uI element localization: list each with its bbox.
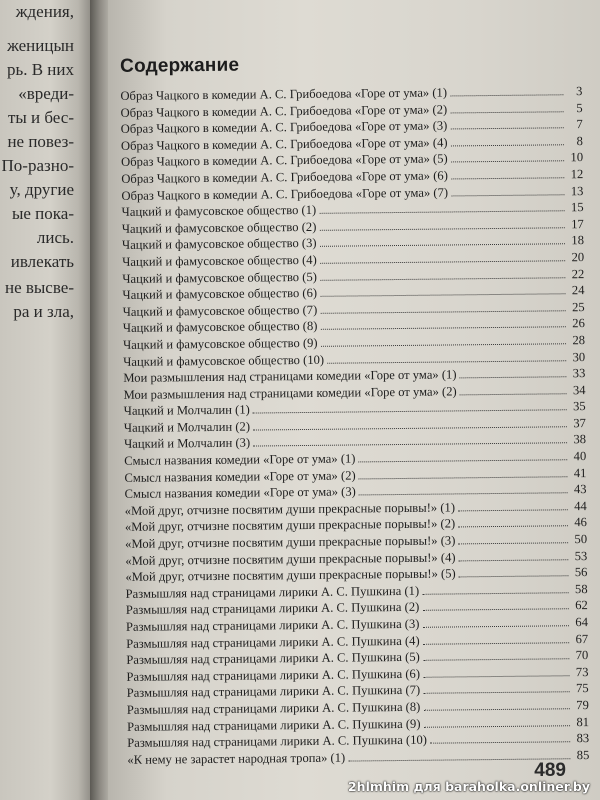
toc-leader-dots (423, 642, 570, 645)
toc-leader-dots (253, 426, 567, 430)
toc-entry-page: 58 (574, 581, 588, 596)
toc-entry-title: Чацкий и фамусовское общество (7) (122, 302, 318, 319)
toc-leader-dots (422, 592, 569, 595)
toc-heading: Содержание (119, 54, 240, 77)
left-page-line: «вреди- (18, 84, 74, 103)
toc-entry-title: Размышляя над страницами лирики А. С. Пушкина (6) (126, 666, 421, 684)
toc-entry-page: 26 (572, 316, 585, 331)
toc-entry-title: Образ Чацкого в комедии А. С. Грибоедова «Горе от ума» (1) (120, 85, 448, 103)
toc-entry-title: Чацкий и фамусовское общество (8) (122, 319, 318, 336)
toc-entry-title: Чацкий и фамусовское общество (5) (122, 269, 317, 286)
toc-entry-title: Чацкий и фамусовское общество (1) (121, 203, 317, 220)
toc-entry-page: 22 (571, 266, 585, 281)
toc-leader-dots (451, 177, 564, 179)
toc-entry-page: 70 (575, 648, 589, 663)
toc-leader-dots (451, 161, 564, 163)
toc-leader-dots (320, 244, 565, 248)
toc-entry-page: 10 (570, 150, 584, 165)
toc-entry-page: 25 (571, 299, 585, 314)
toc-entry-title: Размышляя над страницами лирики А. С. Пушкина (2) (125, 600, 420, 618)
toc-entry-title: Чацкий и фамусовское общество (10) (123, 352, 325, 369)
toc-leader-dots (423, 708, 570, 711)
left-page-line: у, другие (9, 180, 74, 199)
toc-entry-page: 67 (575, 631, 589, 646)
toc-entry-page: 20 (571, 250, 585, 265)
toc-leader-dots (423, 692, 570, 695)
left-page-line: ые пока- (11, 204, 74, 223)
toc-entry-page: 12 (570, 167, 584, 182)
toc-entry-page: 33 (572, 366, 586, 381)
toc-entry-page: 85 (576, 747, 590, 762)
toc-entry-page: 81 (576, 714, 590, 729)
toc-entry-title: Размышляя над страницами лирики А. С. Пушкина (5) (126, 649, 420, 668)
toc-entry-title: Чацкий и фамусовское общество (6) (122, 285, 318, 303)
toc-entry-page: 79 (576, 698, 589, 713)
toc-entry-title: Размышляя над страницами лирики А. С. Пушкина (10) (127, 732, 428, 751)
toc-leader-dots (459, 559, 569, 561)
toc-entry-page: 37 (573, 415, 586, 431)
toc-entry-page: 28 (572, 332, 586, 348)
toc-leader-dots (320, 277, 565, 281)
toc-entry-page: 35 (573, 399, 586, 414)
toc-leader-dots (451, 194, 564, 196)
toc-entry-page: 73 (575, 664, 589, 679)
toc-entry-title: Размышляя над страницами лирики А. С. Пушкина (4) (126, 633, 420, 651)
toc-leader-dots (458, 526, 568, 528)
toc-entry-page: 62 (575, 598, 588, 613)
left-page-line: не высве- (4, 278, 74, 297)
toc-entry-title: «Мой друг, отчизне посвятим души прекрасные порывы!» (2) (124, 516, 456, 535)
toc-leader-dots (321, 343, 566, 347)
toc-entry-page: 17 (571, 216, 584, 231)
toc-entry-title: Чацкий и фамусовское общество (4) (122, 252, 317, 269)
toc-leader-dots (423, 675, 570, 678)
toc-entry-title: Чацкий и фамусовское общество (2) (121, 219, 317, 236)
toc-entry-page: 5 (576, 100, 583, 115)
toc-leader-dots (450, 127, 563, 129)
toc-leader-dots (422, 625, 569, 628)
toc-entry-title: Образ Чацкого в комедии А. С. Грибоедова «Горе от ума» (6) (121, 168, 448, 186)
toc-leader-dots (319, 227, 564, 231)
toc-leader-dots (458, 542, 568, 544)
toc-entry-page: 64 (575, 615, 589, 630)
toc-entry-page: 30 (572, 349, 586, 364)
toc-entry-page: 53 (574, 548, 588, 563)
toc-entry-title: Мои размышления над страницами комедии «Горе от ума» (2) (123, 384, 457, 402)
toc-entry-title: Смысл названия комедии «Горе от ума» (3) (124, 484, 356, 502)
left-page-line: лись. (36, 228, 74, 247)
toc-entry-title: Мои размышления над страницами комедии «Горе от ума» (1) (123, 367, 457, 385)
toc-leader-dots (320, 310, 565, 314)
toc-leader-dots (458, 509, 568, 511)
left-page-line: По-разно- (1, 156, 74, 175)
toc-entry-title: Чацкий и фамусовское общество (9) (122, 335, 318, 352)
toc-entry-page: 43 (573, 482, 587, 497)
toc-entry-page: 34 (572, 382, 586, 397)
toc-leader-dots (422, 609, 569, 612)
toc-entry-title: Чацкий и Молчалин (2) (123, 419, 251, 435)
toc-entry-title: Размышляя над страницами лирики А. С. Пушкина (1) (125, 583, 420, 601)
toc-entry-title: Образ Чацкого в комедии А. С. Грибоедова «Горе от ума» (4) (120, 135, 448, 153)
toc-entry-title: Размышляя над страницами лирики А. С. Пушкина (3) (125, 616, 420, 634)
watermark-text: 2hlmhim для baraholka.onliner.by (347, 779, 590, 794)
toc-entry-title: Образ Чацкого в комедии А. С. Грибоедова «Горе от ума» (5) (121, 151, 448, 170)
toc-leader-dots (423, 658, 570, 661)
toc-leader-dots (424, 725, 571, 728)
toc-leader-dots (320, 293, 565, 297)
left-page-line: женицын (7, 36, 74, 55)
toc-leader-dots (430, 741, 570, 743)
toc-entry-title: Образ Чацкого в комедии А. С. Грибоедова «Горе от ума» (7) (121, 185, 449, 203)
toc-entry-title: Чацкий и Молчалин (1) (123, 402, 250, 419)
toc-entry-title: «К нему не зарастет народная тропа» (1) (127, 750, 346, 767)
toc-entry-page: 13 (570, 183, 584, 198)
toc-entry-page: 7 (576, 117, 583, 132)
left-page-line: рь. В них (6, 60, 74, 79)
toc-entry-title: Образ Чацкого в комедии А. С. Грибоедова «Горе от ума» (2) (120, 102, 448, 120)
toc-entry-title: «Мой друг, отчизне посвятим души прекрасные порывы!» (5) (125, 566, 456, 585)
toc-entry-page: 40 (573, 449, 587, 464)
left-page-line: ивлекать (10, 252, 74, 271)
toc-entry-page: 8 (576, 133, 583, 148)
toc-entry-title: Чацкий и фамусовское общество (3) (121, 236, 317, 253)
toc-entry-page: 38 (573, 432, 587, 447)
toc-leader-dots (358, 459, 567, 462)
toc-leader-dots (460, 393, 567, 395)
left-page-line: не повез- (7, 132, 74, 151)
toc-entry-page: 24 (571, 283, 585, 298)
toc-list (112, 83, 589, 768)
left-page-line: ты и бес- (7, 108, 74, 127)
toc-entry-title: Образ Чацкого в комедии А. С. Грибоедова «Горе от ума» (3) (120, 118, 448, 137)
toc-entry (127, 747, 589, 768)
toc-entry-title: «Мой друг, отчизне посвятим души прекрасные порывы!» (3) (125, 533, 456, 551)
toc-entry-page: 83 (576, 731, 590, 746)
toc-entry-page: 75 (575, 681, 589, 696)
toc-leader-dots (253, 443, 567, 447)
right-page (108, 0, 600, 800)
toc-entry-page: 3 (576, 84, 583, 99)
toc-entry-page: 41 (573, 465, 587, 480)
page-number: 489 (534, 760, 566, 781)
toc-entry-title: «Мой друг, отчизне посвятим души прекрасные порывы!» (1) (124, 500, 456, 518)
toc-entry-title: Размышляя над страницами лирики А. С. Пушкина (7) (126, 683, 421, 701)
toc-entry-page: 56 (574, 565, 588, 580)
toc-leader-dots (327, 360, 566, 364)
toc-entry-title: Размышляя над страницами лирики А. С. Пушкина (9) (126, 716, 421, 734)
toc-entry-title: Смысл названия комедии «Горе от ума» (2) (124, 468, 356, 485)
toc-leader-dots (460, 376, 567, 378)
toc-entry-page: 15 (570, 200, 584, 215)
toc-leader-dots (253, 410, 567, 414)
left-page-line: ждения, (15, 2, 74, 21)
toc-entry-title: Размышляя над страницами лирики А. С. Пушкина (8) (126, 699, 421, 717)
toc-entry-page: 18 (571, 233, 585, 248)
toc-leader-dots (320, 260, 565, 264)
toc-leader-dots (320, 327, 565, 331)
toc-entry-page: 50 (574, 532, 588, 547)
toc-leader-dots (451, 144, 564, 146)
toc-entry-title: Смысл названия комедии «Горе от ума» (1) (124, 451, 356, 468)
toc-leader-dots (359, 493, 568, 496)
toc-leader-dots (459, 575, 569, 577)
table-of-contents (112, 51, 589, 768)
left-page-line: ра и зла, (13, 302, 74, 321)
toc-entry-title: Чацкий и Молчалин (3) (123, 436, 251, 452)
toc-leader-dots (450, 94, 563, 96)
toc-leader-dots (359, 476, 568, 479)
toc-leader-dots (319, 210, 564, 214)
toc-leader-dots (450, 111, 563, 113)
toc-entry-page: 46 (574, 515, 587, 530)
left-page (0, 0, 92, 800)
toc-entry-page: 44 (574, 498, 587, 514)
toc-entry-title: «Мой друг, отчизне посвятим души прекрасные порывы!» (4) (125, 550, 456, 568)
